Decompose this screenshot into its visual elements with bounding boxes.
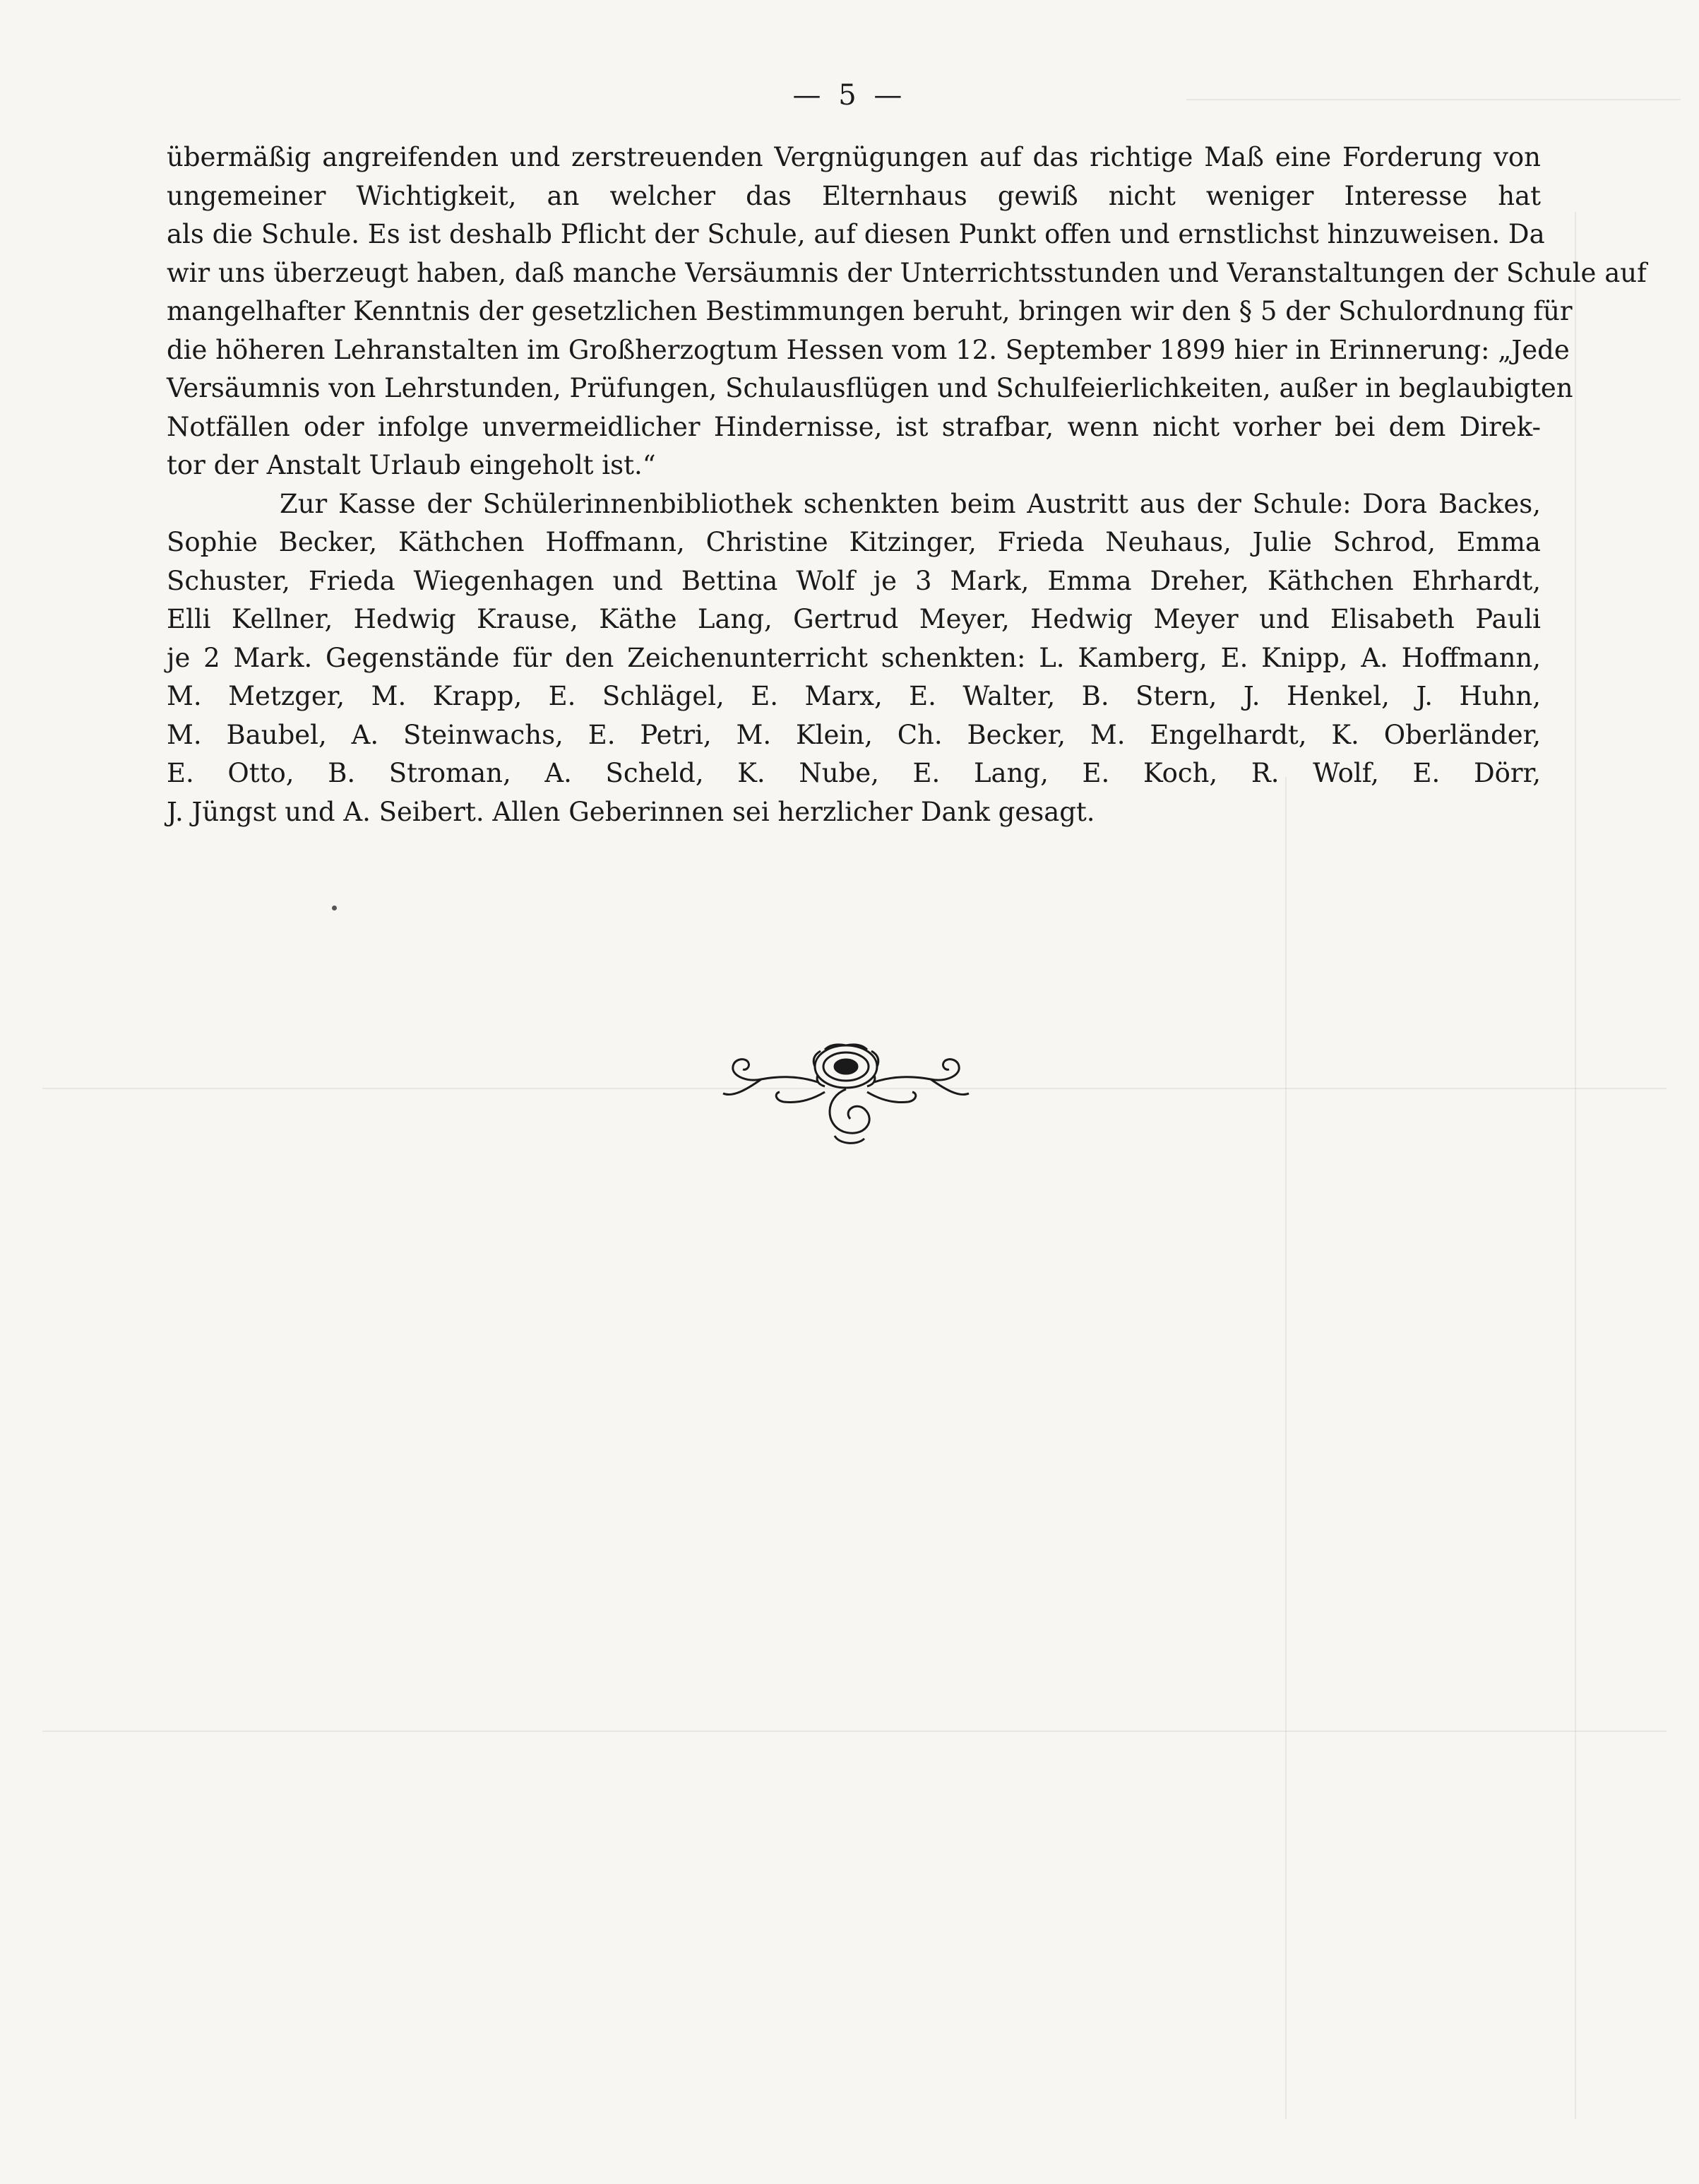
text-line: je 2 Mark. Gegenstände für den Zeichenunterricht schenkten: L. Kamberg, E. Knipp, A. Hoffmann,: [167, 642, 1541, 673]
paragraph-donations: [167, 485, 1541, 832]
text-line: die höheren Lehranstalten im Großherzogtum Hessen vom 12. September 1899 hier in Erinnerung: „Jede: [167, 334, 1570, 365]
text-line: mangelhafter Kenntnis der gesetzlichen Bestimmungen beruht, bringen wir den § 5 der Schulordnung für: [167, 296, 1573, 326]
text-line: übermäßig angreifenden und zerstreuenden Vergnügungen auf das richtige Maß eine Forderung von: [167, 142, 1541, 172]
text-line: Schuster, Frieda Wiegenhagen und Bettina Wolf je 3 Mark, Emma Dreher, Käthchen Ehrhardt,: [167, 565, 1541, 596]
text-line: Sophie Becker, Käthchen Hoffmann, Christine Kitzinger, Frieda Neuhaus, Julie Schrod, Emma: [167, 527, 1541, 557]
text-line: M. Baubel, A. Steinwachs, E. Petri, M. Klein, Ch. Becker, M. Engelhardt, K. Oberländer,: [167, 719, 1541, 750]
text-line: Zur Kasse der Schülerinnenbibliothek schenkten beim Austritt aus der Schule: Dora Backes,: [280, 488, 1541, 519]
bleed-through-rule: [42, 1731, 1667, 1732]
page-number: — 5 —: [792, 79, 907, 112]
text-line: Notfällen oder infolge unvermeidlicher Hindernisse, ist strafbar, wenn nicht vorher bei dem Direk-: [167, 411, 1541, 442]
ink-speck: [332, 906, 337, 910]
text-line: J. Jüngst und A. Seibert. Allen Geberinnen sei herzlicher Dank gesagt.: [167, 796, 1095, 827]
text-line: als die Schule. Es ist deshalb Pflicht der Schule, auf diesen Punkt offen und ernstlichst hinzuweisen. Da: [167, 219, 1545, 249]
bleed-through-rule: [1285, 777, 1287, 2119]
text-line: ungemeiner Wichtigkeit, an welcher das Elternhaus gewiß nicht weniger Interesse hat: [167, 180, 1541, 211]
text-line: E. Otto, B. Stroman, A. Scheld, K. Nube, E. Lang, E. Koch, R. Wolf, E. Dörr,: [167, 758, 1541, 788]
text-line: M. Metzger, M. Krapp, E. Schlägel, E. Marx, E. Walter, B. Stern, J. Henkel, J. Huhn,: [167, 681, 1541, 711]
text-line: Versäumnis von Lehrstunden, Prüfungen, Schulausflügen und Schulfeierlichkeiten, außer in beglaubigten: [167, 373, 1573, 403]
text-line: tor der Anstalt Urlaub eingeholt ist.“: [167, 450, 656, 480]
bleed-through-rule: [1575, 212, 1576, 2119]
paragraph-school-rules: [167, 138, 1647, 485]
floral-vignette-icon: [719, 1033, 973, 1153]
text-line: wir uns überzeugt haben, daß manche Versäumnis der Unterrichtsstunden und Veranstaltungen der Schule auf: [167, 257, 1647, 288]
body-text: [167, 138, 1647, 831]
text-line: Elli Kellner, Hedwig Krause, Käthe Lang, Gertrud Meyer, Hedwig Meyer und Elisabeth Pauli: [167, 604, 1541, 634]
